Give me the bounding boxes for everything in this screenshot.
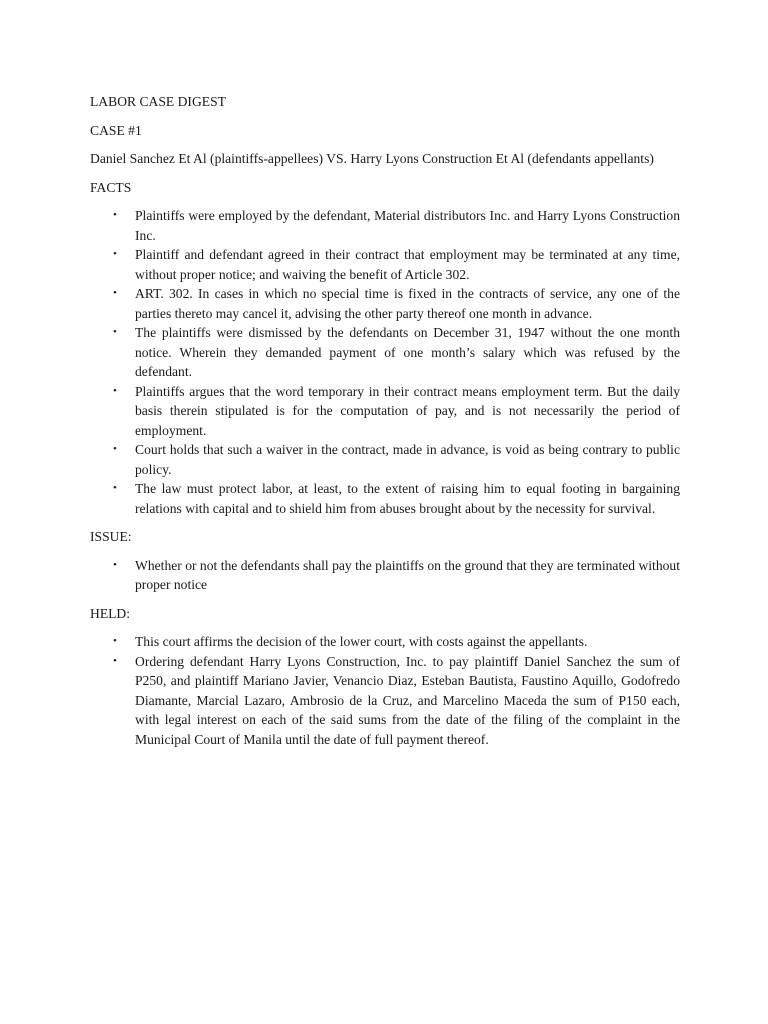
held-heading: HELD: <box>90 605 131 621</box>
facts-item <box>90 206 680 245</box>
facts-item-text: Court holds that such a waiver in the contract, made in advance, is void as being contrary to public policy. <box>135 442 680 477</box>
facts-item <box>90 479 680 518</box>
bullet-icon: • <box>113 384 117 397</box>
held-item-text: This court affirms the decision of the lower court, with costs against the appellants. <box>135 634 588 649</box>
facts-item <box>90 382 680 441</box>
facts-item-text: Plaintiff and defendant agreed in their contract that employment may be terminated at any time, without proper notice; and waiving the benefit of Article 302. <box>135 247 680 282</box>
bullet-icon: • <box>113 558 117 571</box>
facts-item-text: The law must protect labor, at least, to the extent of raising him to equal footing in bargaining relations with capital and to shield him from abuses brought about by the necessity for survival. <box>135 481 680 516</box>
facts-item-text: ART. 302. In cases in which no special time is fixed in the contracts of service, any one of the parties thereto may cancel it, advising the other party thereof one month in advance. <box>135 286 680 321</box>
bullet-icon: • <box>113 326 117 338</box>
held-list <box>90 632 680 749</box>
held-item <box>90 652 680 750</box>
facts-item <box>90 245 680 284</box>
facts-item-text: The plaintiffs were dismissed by the defendants on December 31, 1947 without the one month notice. Wherein they demanded payment of one month’s salary which was refused by the defendant. <box>135 325 680 379</box>
document-title: LABOR CASE DIGEST <box>90 94 226 109</box>
facts-heading: FACTS <box>90 179 132 195</box>
facts-item-text: Plaintiffs argues that the word temporary in their contract means employment term. But the daily basis therein stipulated is for the computation of pay, and is not necessarily the period of employment. <box>135 383 680 438</box>
bullet-icon: • <box>113 287 117 299</box>
issue-item-text: Whether or not the defendants shall pay the plaintiffs on the ground that they are terminated without proper notice <box>135 557 680 592</box>
facts-list <box>90 206 680 518</box>
issue-item <box>90 556 680 595</box>
case-number: CASE #1 <box>90 122 142 138</box>
facts-item-text: Plaintiffs were employed by the defendant, Material distributors Inc. and Harry Lyons Construction Inc. <box>135 208 680 243</box>
held-item-text: Ordering defendant Harry Lyons Construction, Inc. to pay plaintiff Daniel Sanchez the sum of P250, and plaintiff Mariano Javier, Venancio Diaz, Esteban Bautista, Faustino Aquillo, Godofredo Diamante, Marcial Lazaro, Ambrosio de la Cruz, and Marcelino Maceda the sum of P150 each, with legal interest on each of the said sums from the date of the filing of the complaint in the Municipal Court of Manila until the date of full payment thereof. <box>135 653 680 747</box>
held-item <box>90 632 680 652</box>
facts-item <box>90 440 680 479</box>
issue-heading: ISSUE: <box>90 529 132 544</box>
bullet-icon: • <box>113 635 117 647</box>
case-parties: Daniel Sanchez Et Al (plaintiffs-appellees) VS. Harry Lyons Construction Et Al (defendants appellants) <box>90 151 654 166</box>
bullet-icon: • <box>113 443 117 455</box>
bullet-icon: • <box>113 248 117 260</box>
bullet-icon: • <box>113 654 117 667</box>
bullet-icon: • <box>113 209 117 221</box>
facts-item <box>90 323 680 382</box>
bullet-icon: • <box>113 482 117 494</box>
facts-item <box>90 284 680 323</box>
issue-list <box>90 556 680 595</box>
